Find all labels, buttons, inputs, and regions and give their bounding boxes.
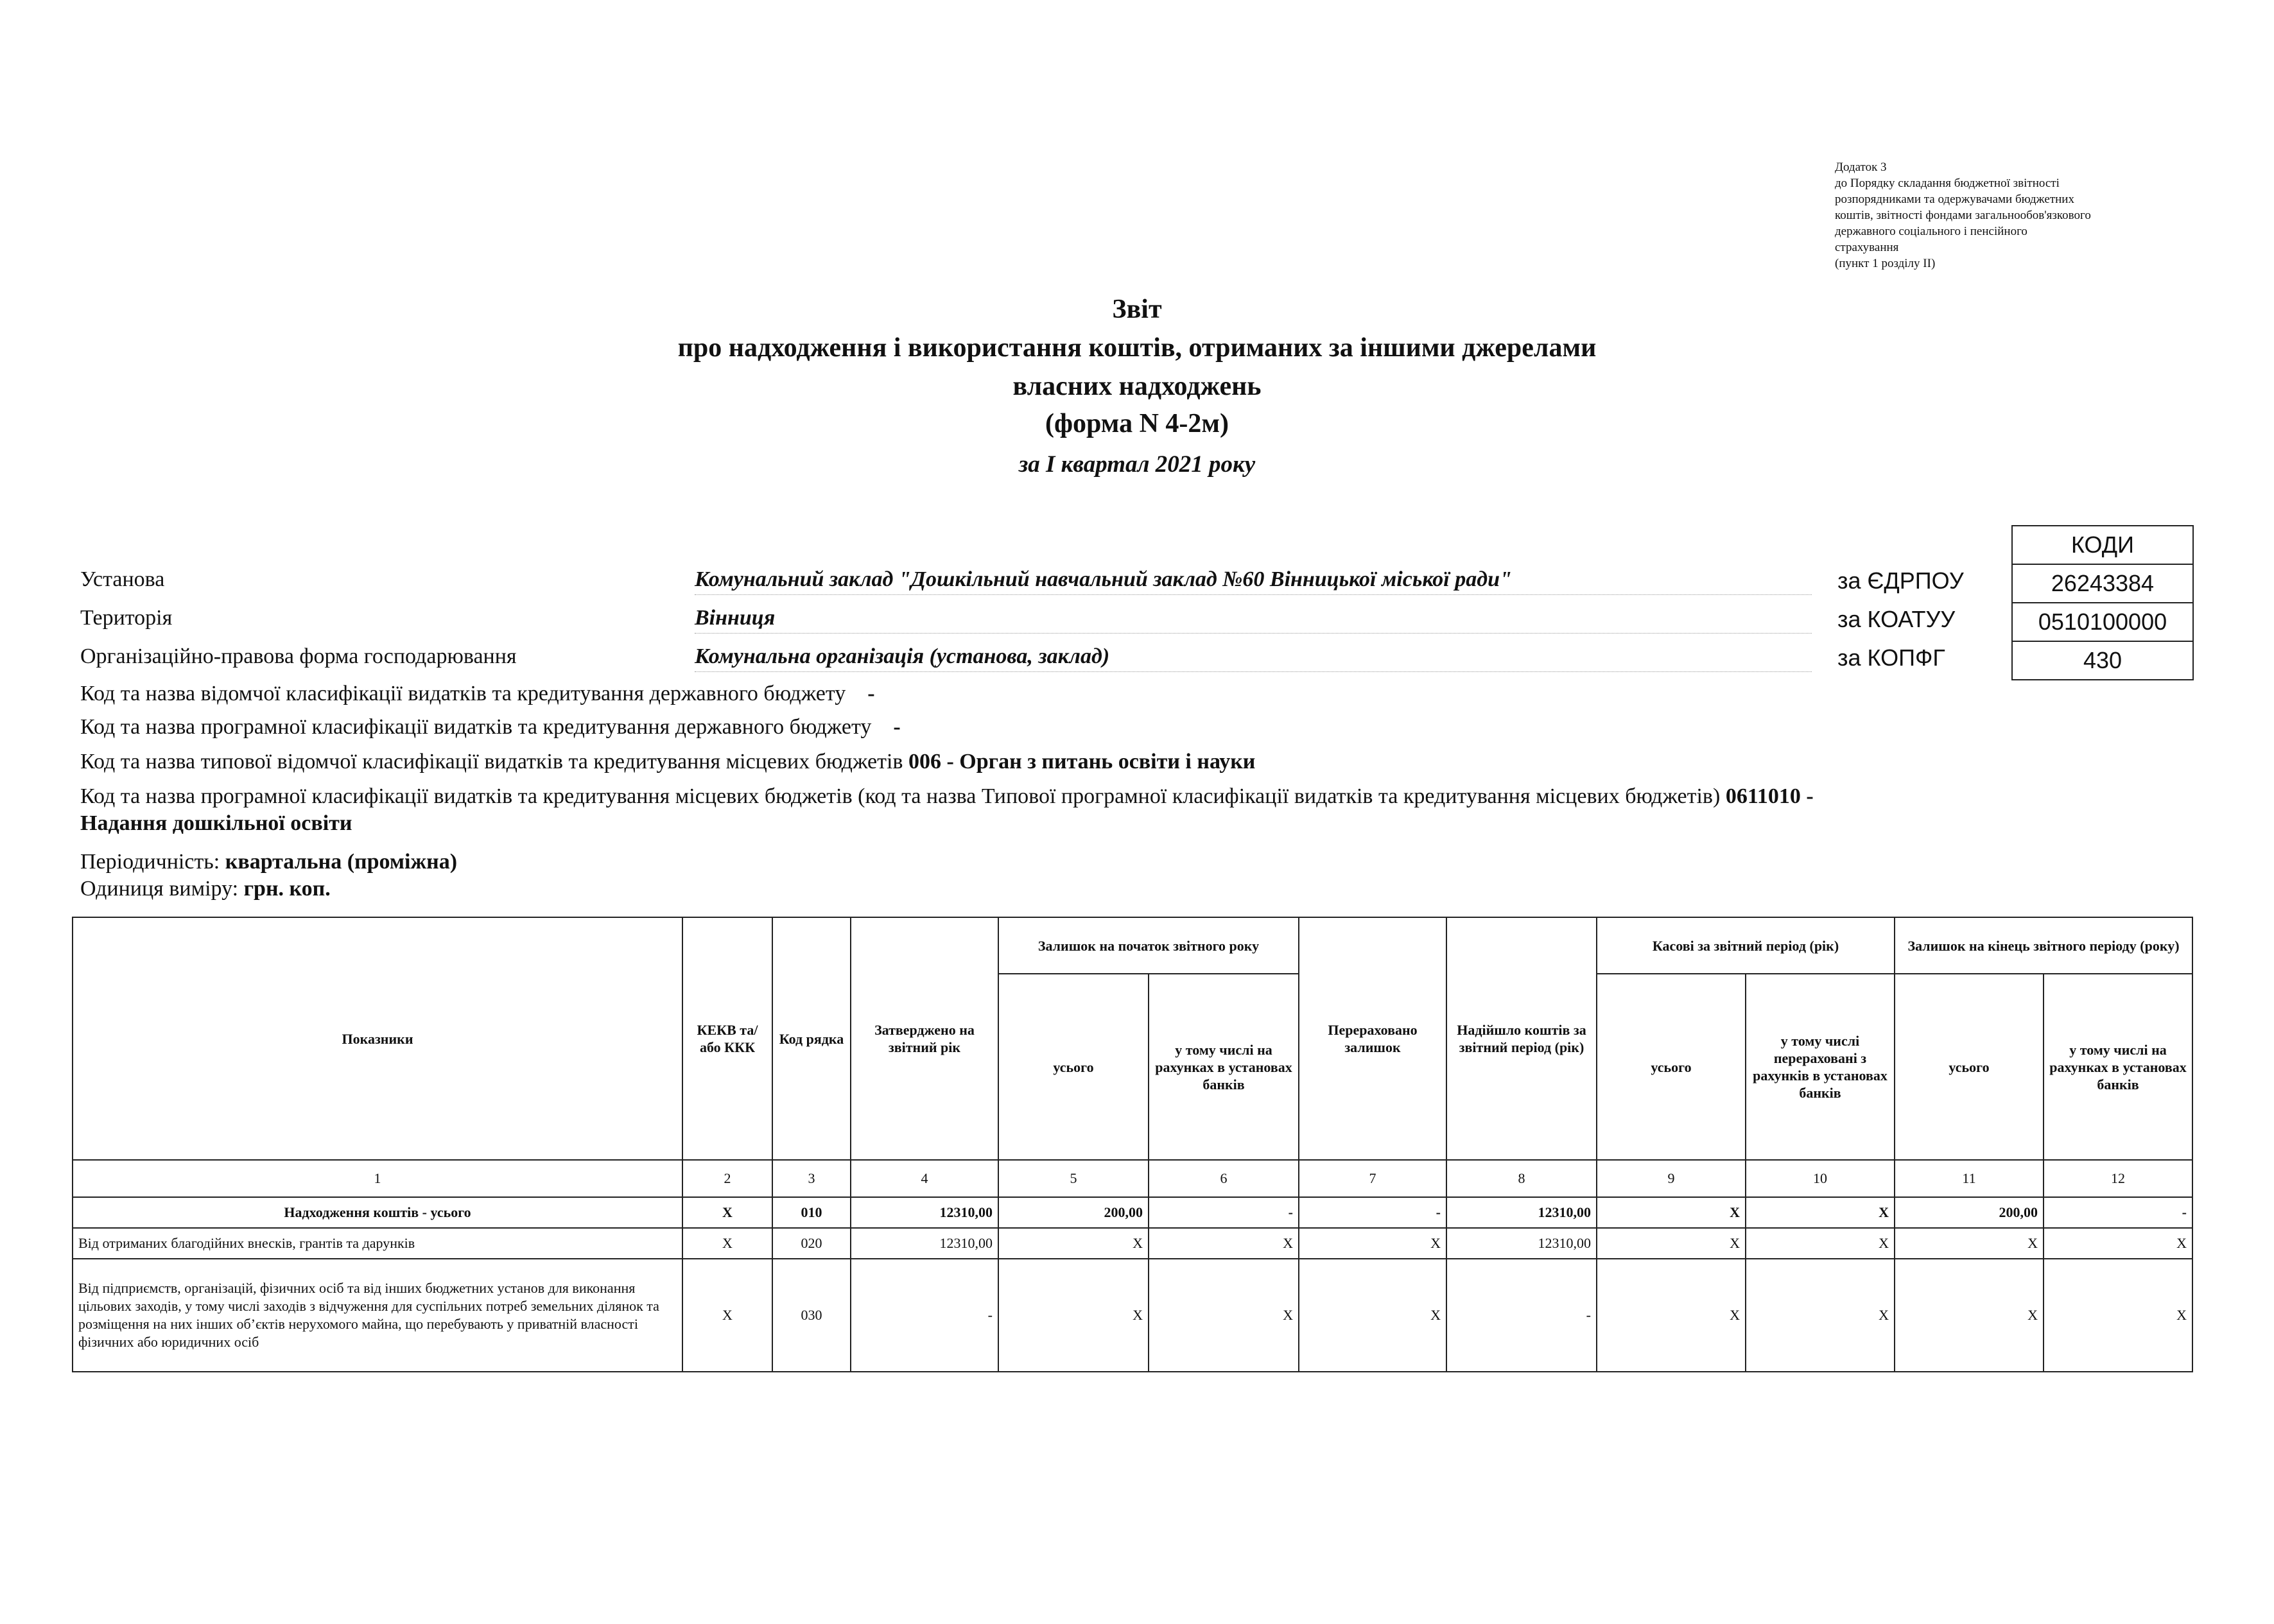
- local-class-value: 0611010 - Надання дошкільної освіти: [80, 784, 1814, 835]
- row-name: Від отриманих благодійних внесків, грантів та дарунків: [73, 1228, 682, 1259]
- row-name: Надходження коштів - усього: [73, 1197, 682, 1228]
- header-balance-start: Залишок на початок звітного року: [998, 917, 1299, 974]
- col-number: 6: [1149, 1160, 1299, 1197]
- header-row-code: Код рядка: [772, 917, 851, 1160]
- col-number: 2: [682, 1160, 772, 1197]
- cell: 010: [772, 1197, 851, 1228]
- col-number: 1: [73, 1160, 682, 1197]
- cell: X: [1149, 1259, 1299, 1372]
- cell: X: [1895, 1228, 2044, 1259]
- unit-value: грн. коп.: [243, 877, 331, 901]
- appendix-line: коштів, звітності фондами загальнообов'язкового: [1835, 209, 2091, 222]
- cell: X: [2044, 1228, 2192, 1259]
- appendix-note: [1835, 159, 2194, 272]
- col-number: 12: [2044, 1160, 2192, 1197]
- cell: X: [1746, 1259, 1895, 1372]
- col-number: 8: [1446, 1160, 1597, 1197]
- header-balance-end: Залишок на кінець звітного періоду (року): [1895, 917, 2192, 974]
- appendix-line: державного соціального і пенсійного: [1835, 225, 2027, 238]
- cell: 200,00: [1895, 1197, 2044, 1228]
- cell: X: [1895, 1259, 2044, 1372]
- cell: X: [1746, 1228, 1895, 1259]
- col-number: 11: [1895, 1160, 2044, 1197]
- col-number: 5: [998, 1160, 1149, 1197]
- codes-box: [2011, 525, 2194, 680]
- unit-line: [80, 876, 1814, 903]
- periodicity-line: [80, 849, 1814, 876]
- col-number: 10: [1746, 1160, 1895, 1197]
- header-approved: Затверджено на звітний рік: [851, 917, 998, 1160]
- appendix-line: до Порядку складання бюджетної звітності: [1835, 177, 2060, 190]
- cell: -: [1446, 1259, 1597, 1372]
- cell: 12310,00: [1446, 1197, 1597, 1228]
- appendix-line: Додаток 3: [1835, 160, 1887, 174]
- org-form-value: Комунальна організація (установа, заклад): [695, 644, 1812, 672]
- vedomch-class-line: [80, 680, 1814, 707]
- periodicity-label: Періодичність:: [80, 850, 220, 874]
- report-table: [72, 917, 2193, 1372]
- form-number: (форма N 4-2м): [1045, 409, 1229, 438]
- za-edrpou-label: за ЄДРПОУ: [1837, 567, 1964, 594]
- table-row: [73, 1259, 2192, 1372]
- col-number: 7: [1299, 1160, 1446, 1197]
- cell: X: [1149, 1228, 1299, 1259]
- report-subtitle-2: власних надходжень: [1012, 372, 1262, 401]
- col-number: 4: [851, 1160, 998, 1197]
- report-period: за I квартал 2021 року: [1018, 451, 1256, 478]
- report-subtitle: про надходження і використання коштів, отриманих за іншими джерелами: [677, 333, 1597, 363]
- cell: X: [1746, 1197, 1895, 1228]
- cell: 12310,00: [851, 1197, 998, 1228]
- program-class-line: [80, 714, 1814, 741]
- org-form-label: Організаційно-правова форма господарювання: [80, 644, 517, 668]
- unit-label: Одиниця виміру:: [80, 877, 239, 901]
- vedomch-class-value: -: [867, 682, 875, 705]
- cell: 200,00: [998, 1197, 1149, 1228]
- header-received: Надійшло коштів за звітний період (рік): [1446, 917, 1597, 1160]
- cell: X: [2044, 1259, 2192, 1372]
- header-start-total: усього: [998, 974, 1149, 1160]
- periodicity-value: квартальна (проміжна): [225, 850, 458, 874]
- territory-label: Територія: [80, 606, 173, 630]
- za-kopfg-label: за КОПФГ: [1837, 644, 1945, 671]
- cell: -: [1299, 1197, 1446, 1228]
- cell: -: [1149, 1197, 1299, 1228]
- header-end-banks: у тому числі на рахунках в установах банків: [2044, 974, 2192, 1160]
- code-koatuu: 0510100000: [2012, 603, 2193, 641]
- cell: X: [1597, 1197, 1746, 1228]
- column-numbers-row: [73, 1160, 2192, 1197]
- row-name: Від підприємств, організацій, фізичних осіб та від інших бюджетних установ для виконання цільових заходів, у тому числі заходів з відчуження для суспільних потреб земельних ділянок та розміщення на них інших об’єктів нерухомого майна, що перебувають у приватній власності фізичних або юридичних осіб: [73, 1259, 682, 1372]
- typical-class-line: [80, 748, 1814, 775]
- typical-class-label: Код та назва типової відомчої класифікації видатків та кредитування місцевих бюджетів: [80, 750, 903, 773]
- program-class-label: Код та назва програмної класифікації видатків та кредитування державного бюджету: [80, 715, 872, 739]
- col-number: 9: [1597, 1160, 1746, 1197]
- header-cash: Касові за звітний період (рік): [1597, 917, 1895, 974]
- appendix-line: розпорядниками та одержувачами бюджетних: [1835, 193, 2074, 206]
- appendix-line: страхування: [1835, 241, 1899, 254]
- report-title: Звіт: [1112, 295, 1162, 324]
- za-koatuu-label: за КОАТУУ: [1837, 606, 1956, 632]
- cell: X: [1597, 1259, 1746, 1372]
- local-class-label: Код та назва програмної класифікації видатків та кредитування місцевих бюджетів (код та назва Типової програмної класифікації видатків та кредитування місцевих бюджетів): [80, 784, 1721, 808]
- cell: 12310,00: [1446, 1228, 1597, 1259]
- codes-header: КОДИ: [2012, 526, 2193, 564]
- cell: X: [1299, 1228, 1446, 1259]
- header-indicators: Показники: [73, 917, 682, 1160]
- header-cash-transferred: у тому числі перераховані з рахунків в установах банків: [1746, 974, 1895, 1160]
- local-class-line: [80, 783, 1814, 837]
- col-number: 3: [772, 1160, 851, 1197]
- header-end-total: усього: [1895, 974, 2044, 1160]
- table-row: [73, 1197, 2192, 1228]
- cell: -: [851, 1259, 998, 1372]
- cell: X: [682, 1228, 772, 1259]
- header-start-banks: у тому числі на рахунках в установах банків: [1149, 974, 1299, 1160]
- cell: X: [1597, 1228, 1746, 1259]
- header-kekv: КЕКВ та/або ККК: [682, 917, 772, 1160]
- code-edrpou: 26243384: [2012, 564, 2193, 603]
- cell: -: [2044, 1197, 2192, 1228]
- cell: 12310,00: [851, 1228, 998, 1259]
- header-cash-total: усього: [1597, 974, 1746, 1160]
- cell: X: [1299, 1259, 1446, 1372]
- institution-value: Комунальний заклад "Дошкільний навчальний заклад №60 Вінницької міської ради": [695, 567, 1812, 595]
- cell: 030: [772, 1259, 851, 1372]
- cell: X: [998, 1228, 1149, 1259]
- typical-class-value: 006 - Орган з питань освіти і науки: [908, 750, 1256, 773]
- cell: X: [682, 1259, 772, 1372]
- table-row: [73, 1228, 2192, 1259]
- institution-label: Установа: [80, 567, 165, 591]
- code-kopfg: 430: [2012, 641, 2193, 680]
- header-transferred: Перераховано залишок: [1299, 917, 1446, 1160]
- cell: X: [682, 1197, 772, 1228]
- appendix-line: (пункт 1 розділу II): [1835, 257, 1936, 270]
- vedomch-class-label: Код та назва відомчої класифікації видатків та кредитування державного бюджету: [80, 682, 846, 705]
- cell: X: [998, 1259, 1149, 1372]
- cell: 020: [772, 1228, 851, 1259]
- program-class-value: -: [893, 715, 901, 739]
- territory-value: Вінниця: [695, 606, 1812, 634]
